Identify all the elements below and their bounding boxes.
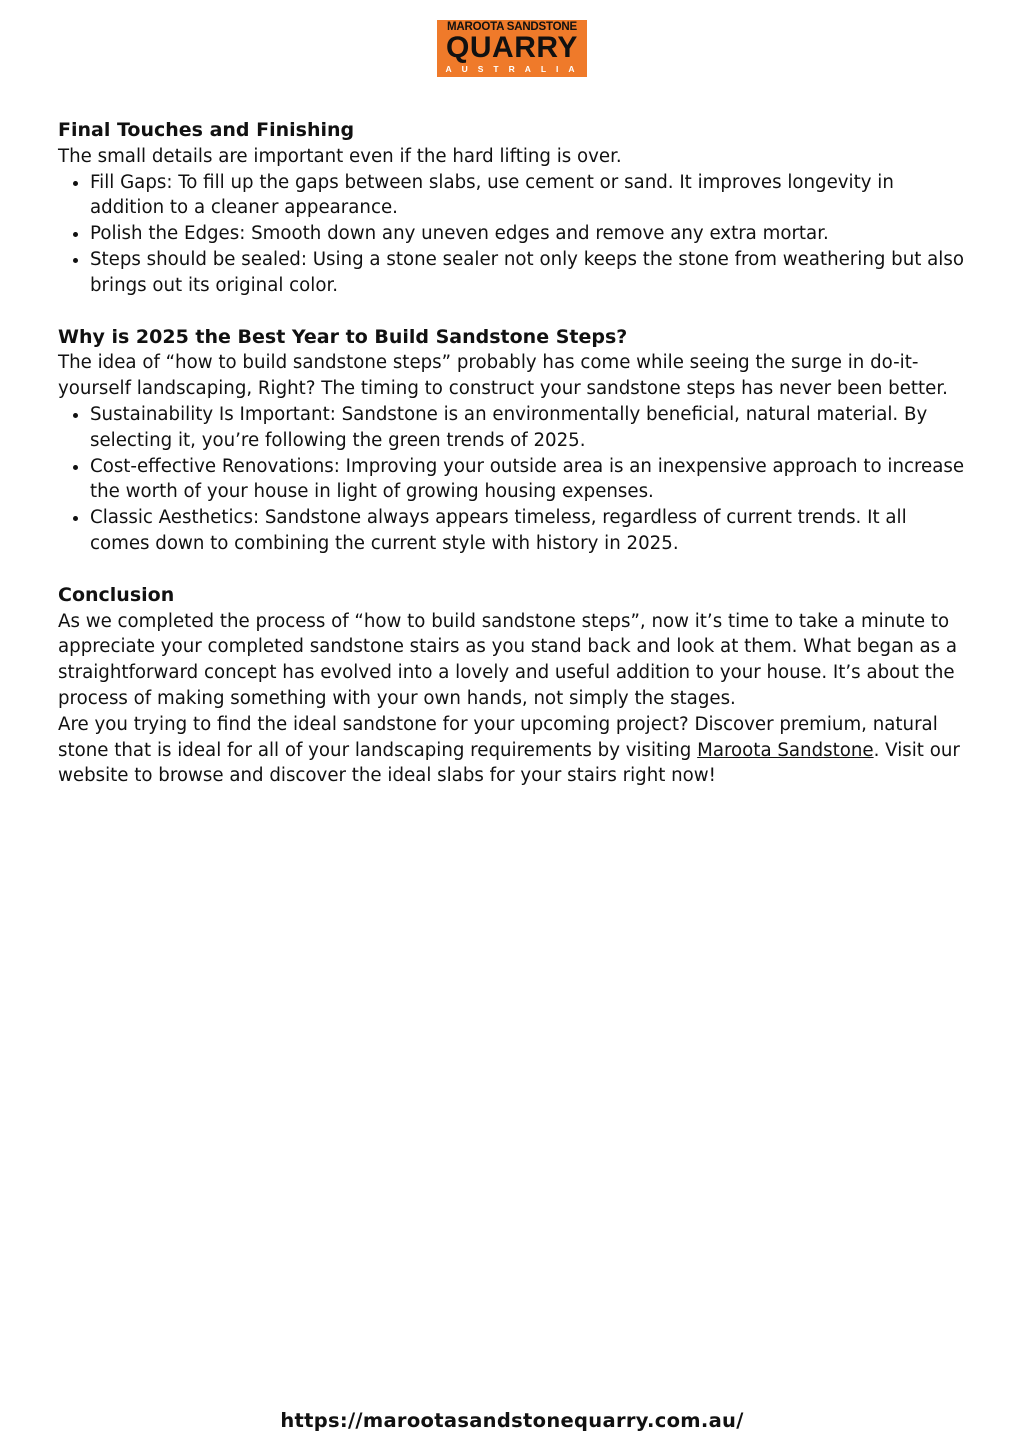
section-heading: Why is 2025 the Best Year to Build Sandstone Steps?: [58, 325, 628, 348]
bullet-list: [58, 402, 968, 557]
list-item: • Classic Aesthetics: Sandstone always appears timeless, regardless of current trends. It all comes down to combining the current style with history in 2025.: [90, 505, 968, 557]
section-intro: The small details are important even if the hard lifting is over.: [58, 145, 622, 167]
maroota-sandstone-link[interactable]: Maroota Sandstone: [697, 739, 874, 761]
cta-text-after: . Visit our website to browse and discover the ideal slabs for your stairs right now!: [58, 739, 960, 787]
section-intro: The idea of “how to build sandstone steps” probably has come while seeing the surge in do-it-yourself landscaping, Right? The timing to construct your sandstone steps has never been better.: [58, 352, 948, 400]
list-item: • Polish the Edges: Smooth down any uneven edges and remove any extra mortar.: [90, 221, 968, 247]
section-final-touches: [58, 118, 968, 299]
list-item: • Steps should be sealed: Using a stone sealer not only keeps the stone from weathering but also brings out its original color.: [90, 247, 968, 299]
section-heading: Final Touches and Finishing: [58, 119, 355, 141]
logo-line-3: AUSTRALIA: [445, 64, 585, 74]
section-heading: Conclusion: [58, 583, 175, 606]
list-item: • Cost-effective Renovations: Improving your outside area is an inexpensive approach to increase the worth of your house in light of growing housing expenses.: [90, 454, 968, 506]
company-logo: [437, 20, 587, 77]
section-why-2025: [58, 325, 968, 557]
list-item: • Fill Gaps: To fill up the gaps between slabs, use cement or sand. It improves longevity in addition to a cleaner appearance.: [90, 170, 968, 222]
bullet-list: [58, 170, 968, 299]
conclusion-paragraph: As we completed the process of “how to build sandstone steps”, now it’s time to take a minute to appreciate your completed sandstone stairs as you stand back and look at them. What began as a straightforward concept has evolved into a lovely and useful addition to your house. It’s about the process of making something with your own hands, not simply the stages.: [58, 610, 958, 709]
logo-line-2: QUARRY: [446, 31, 578, 64]
list-item: • Sustainability Is Important: Sandstone is an environmentally beneficial, natural material. By selecting it, you’re following the green trends of 2025.: [90, 402, 968, 454]
footer-url: https://marootasandstonequarry.com.au/: [280, 1409, 744, 1432]
cta-text-before: Are you trying to find the ideal sandstone for your upcoming project? Discover premium, natural stone that is ideal for all of your landscaping requirements by visiting: [58, 713, 938, 761]
call-to-action-paragraph: [58, 712, 968, 789]
document-body: [58, 118, 968, 815]
logo-line-1: MAROOTA SANDSTONE: [447, 21, 577, 33]
section-conclusion: [58, 583, 968, 789]
